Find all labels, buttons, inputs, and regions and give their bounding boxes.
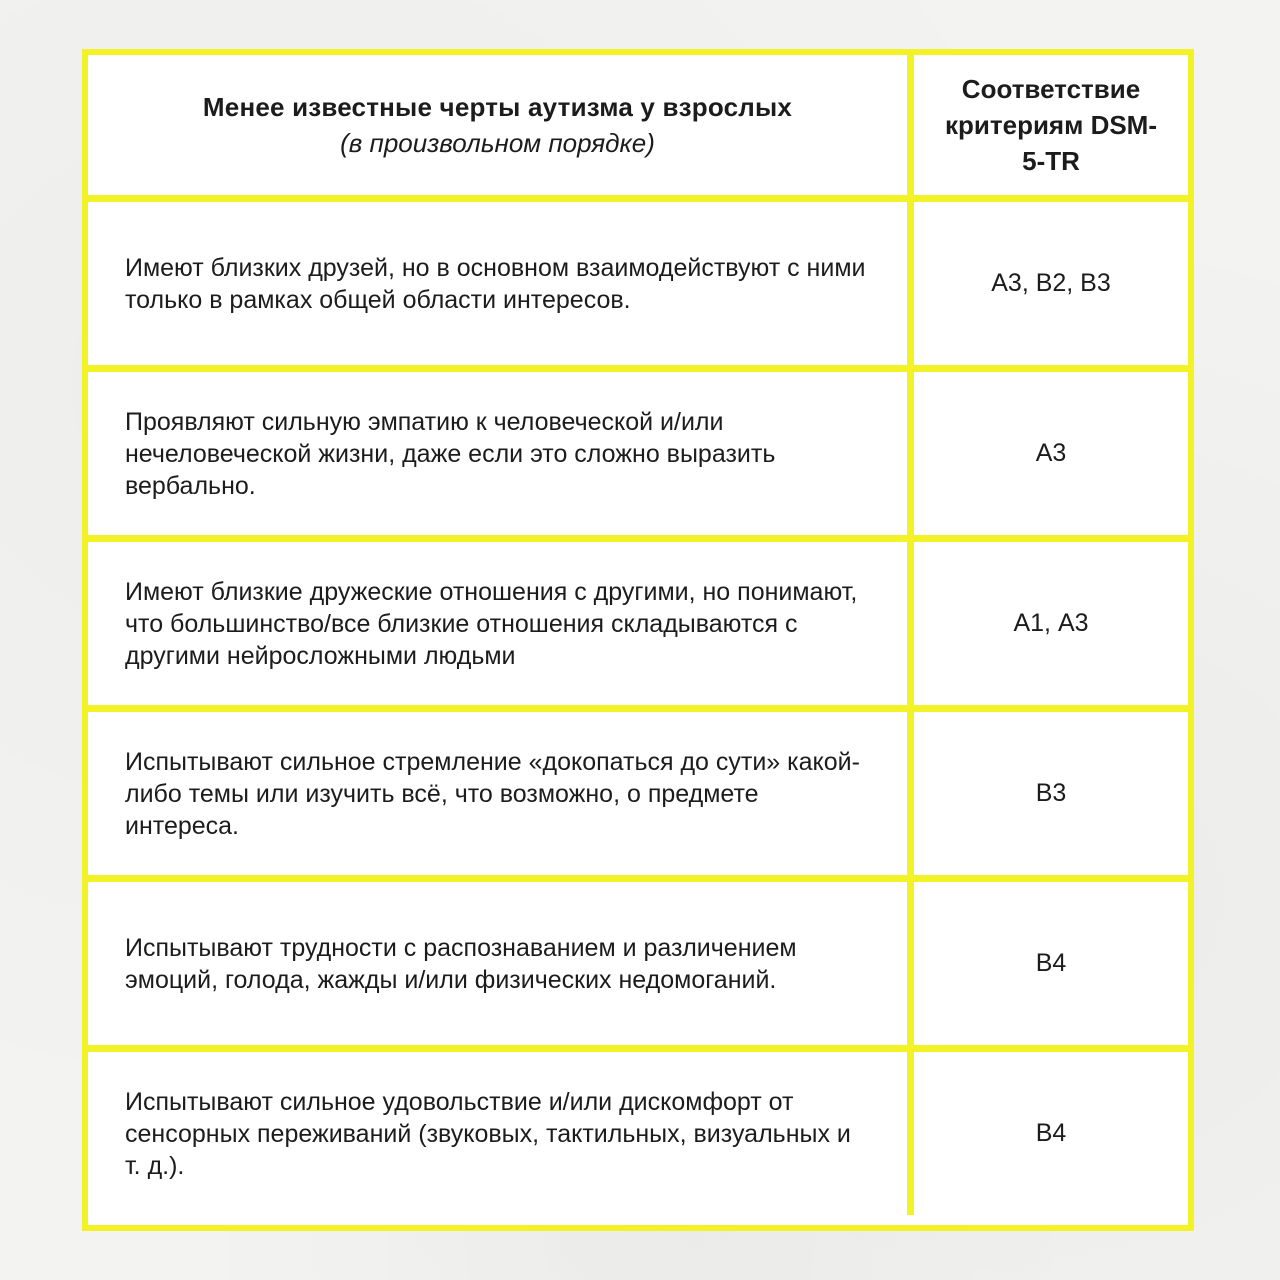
criteria-value: А3 [1035,439,1067,467]
criteria-cell [914,535,1188,705]
criteria-cell [914,875,1188,1045]
header-traits-cell [88,55,914,195]
trait-text: Имеют близкие дружеские отношения с другими, но понимают, что большинство/все близкие отношения складываются с другими нейросложными людьми [125,577,858,670]
trait-text: Имеют близких друзей, но в основном взаимодействуют с ними только в рамках общей области интересов. [125,253,866,314]
criteria-value: А1, А3 [1013,609,1089,637]
trait-text: Испытывают сильное удовольствие и/или дискомфорт от сенсорных переживаний (звуковых, тактильных, визуальных и т. д.). [125,1087,851,1180]
criteria-header: Соответствие критериям DSM-5-TR [945,74,1157,176]
traits-table [82,49,1194,1231]
header-criteria-cell [914,55,1188,195]
trait-text: Испытывают трудности с распознаванием и различением эмоций, голода, жажды и/или физических недомоганий. [125,933,797,994]
trait-text: Проявляют сильную эмпатию к человеческой и/или нечеловеческой жизни, даже если это сложно выразить вербально. [125,407,776,500]
criteria-cell [914,1045,1188,1215]
criteria-value: А3, В2, В3 [991,269,1111,297]
table-row [88,535,914,705]
criteria-cell [914,195,1188,365]
table-row [88,1045,914,1215]
table-title: Менее известные черты аутизма у взрослых [202,92,793,122]
criteria-value: В3 [1035,779,1067,807]
criteria-value: В4 [1035,949,1067,977]
criteria-cell [914,705,1188,875]
table-row [88,705,914,875]
table-row [88,195,914,365]
table-row [88,875,914,1045]
table-row [88,365,914,535]
criteria-value: В4 [1035,1119,1067,1147]
trait-text: Испытывают сильное стремление «докопаться до сути» какой-либо темы или изучить всё, что возможно, о предмете интереса. [125,747,860,840]
criteria-cell [914,365,1188,535]
table-subtitle: (в произвольном порядке) [340,128,655,158]
